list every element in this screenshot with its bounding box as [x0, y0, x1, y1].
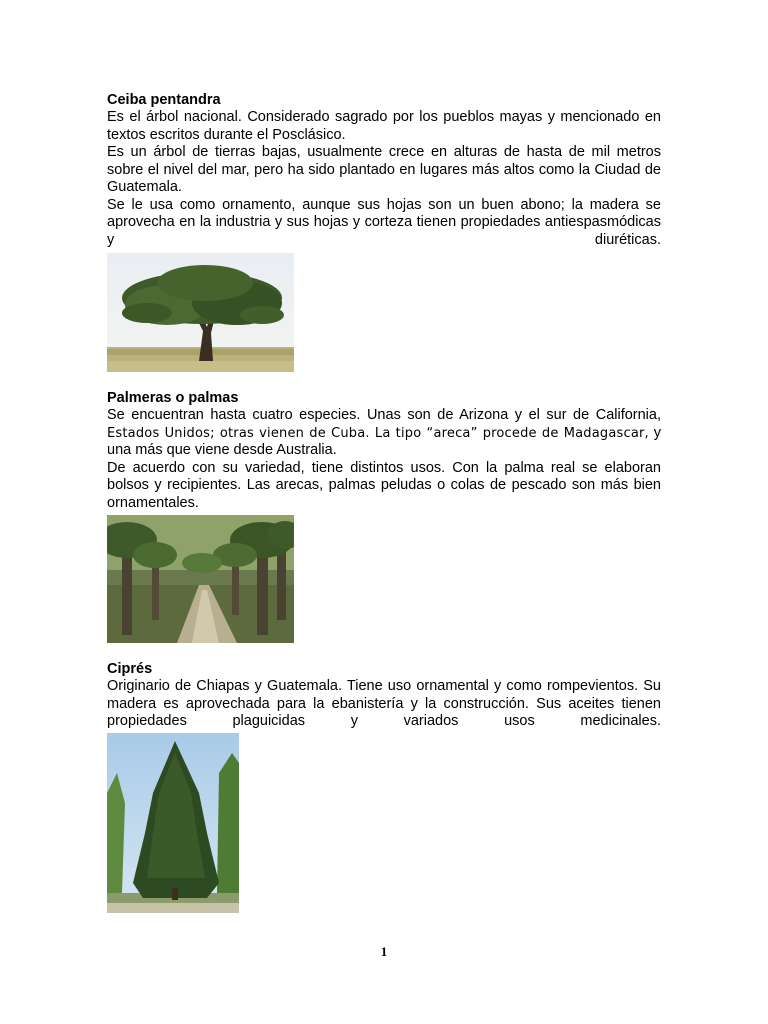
- paragraph: Es el árbol nacional. Considerado sagrado por los pueblos mayas y mencionado en textos escritos durante el Posclásico.: [107, 109, 661, 143]
- paragraph: Es un árbol de tierras bajas, usualmente crece en alturas de hasta de mil metros sobre el nivel del mar, pero ha sido plantado en lugares más altos como la Ciudad de Guatemala.: [107, 144, 661, 195]
- cypress-tree-image: [107, 733, 239, 913]
- paragraph: De acuerdo con su variedad, tiene distintos usos. Con la palma real se elaboran bolsos y recipientes. Las arecas, palmas peludas o colas de pescado son más bien ornamentales.: [107, 459, 661, 511]
- palm-plantation-image: [107, 515, 294, 643]
- section-title: Palmeras o palmas: [107, 390, 239, 406]
- section-title: Ciprés: [107, 661, 153, 677]
- paragraph: Originario de Chiapas y Guatemala. Tiene uso ornamental y como rompevientos. Su madera es aprovechada para la ebanistería y la construcción. Sus aceites tienen propiedades plaguicidas y variados usos medicinales.: [107, 678, 661, 729]
- text-run: y una más que viene desde Australia.: [107, 424, 661, 458]
- paragraph: [107, 407, 661, 460]
- text-run: Estados Unidos; otras vienen de Cuba. La tipo “areca” procede de Madagascar,: [107, 425, 649, 441]
- ceiba-tree-image: [107, 253, 294, 372]
- section-title: Ceiba pentandra: [107, 92, 221, 108]
- section-cipres: [107, 660, 661, 731]
- page-number: 1: [380, 944, 388, 959]
- paragraph: Se le usa como ornamento, aunque sus hojas son un buen abono; la madera se aprovecha en la industria y sus hojas y corteza tienen propiedades antiespasmódicas y diuréticas.: [107, 196, 661, 248]
- text-run: Se encuentran hasta cuatro especies. Unas son de Arizona y el sur de California,: [107, 407, 661, 423]
- section-palmeras: [107, 389, 661, 512]
- section-ceiba: [107, 91, 661, 249]
